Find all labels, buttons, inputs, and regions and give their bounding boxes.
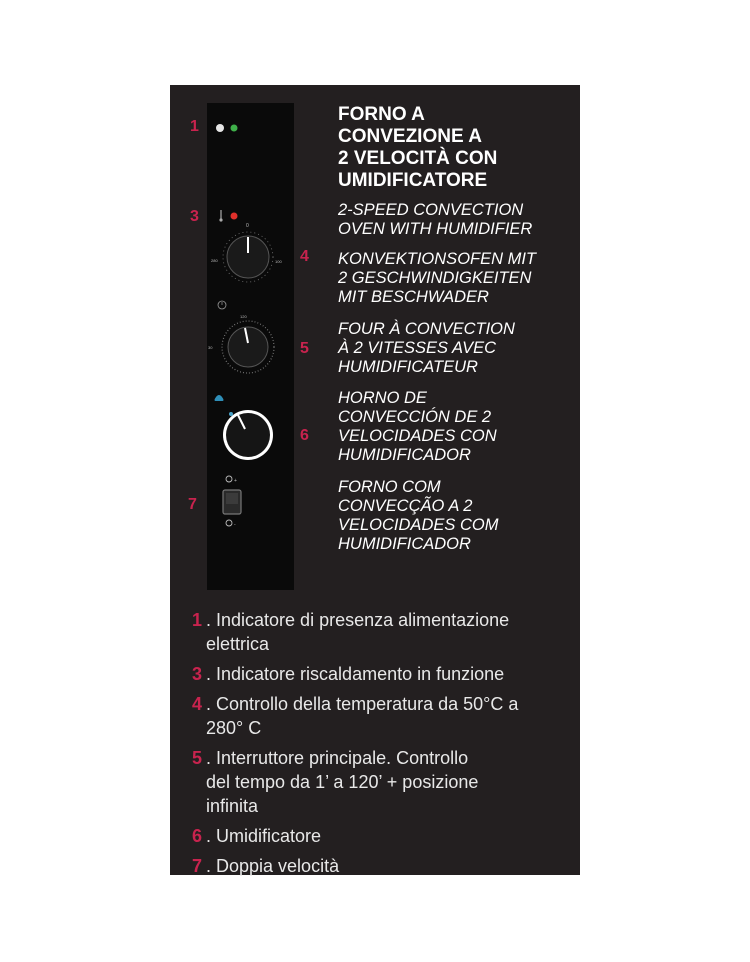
callout-6: 6: [300, 427, 309, 444]
legend-item: 5 . Interruttore principale. Controllo del tempo da 1’ a 120’ + posizione infinita: [192, 748, 479, 816]
svg-text:+: +: [234, 478, 237, 484]
svg-text:0: 0: [246, 223, 249, 229]
legend-item: 7 . Doppia velocità: [192, 856, 340, 876]
control-panel: [207, 103, 294, 590]
power-symbol-icon: [216, 124, 224, 132]
red-indicator-light: [231, 213, 238, 220]
timer-knob: [208, 314, 274, 373]
svg-text:30: 30: [208, 345, 213, 350]
green-indicator-light: [231, 125, 238, 132]
product-title: FORNO A CONVEZIONE A 2 VELOCITÀ CON UMIDIFICATORE: [338, 104, 498, 191]
translation-portuguese: FORNO COM CONVECÇÃO A 2 VELOCIDADES COM HUMIDIFICADOR: [338, 478, 499, 553]
humidifier-icon: [215, 395, 224, 401]
callout-7: 7: [188, 496, 197, 513]
svg-text:280: 280: [211, 258, 218, 263]
fan-high-icon: [226, 476, 232, 482]
legend-item: 3 . Indicatore riscaldamento in funzione: [192, 664, 505, 684]
translation-english: 2-SPEED CONVECTION OVEN WITH HUMIDIFIER: [338, 201, 533, 238]
translation-spanish: HORNO DE CONVECCIÓN DE 2 VELOCIDADES CON HUMIDIFICADOR: [338, 389, 497, 464]
humidifier-knob: [223, 410, 273, 460]
svg-text:-: -: [234, 522, 236, 528]
legend-item: 1 . Indicatore di presenza alimentazione elettrica: [192, 610, 510, 654]
legend-item: 4 . Controllo della temperatura da 50°C a 280° C: [192, 694, 519, 738]
legend-item: 6 . Umidificatore: [192, 826, 322, 846]
control-panel-drawing: [207, 103, 294, 590]
translation-french: FOUR À CONVECTION À 2 VITESSES AVEC HUMIDIFICATEUR: [338, 320, 515, 376]
svg-text:100: 100: [275, 259, 282, 264]
temperature-knob: [211, 223, 282, 282]
callout-4: 4: [300, 248, 309, 265]
callout-5: 5: [300, 340, 309, 357]
fan-low-icon: [226, 520, 232, 526]
callout-1: 1: [190, 118, 199, 135]
svg-text:120: 120: [240, 314, 247, 319]
legend-list: [192, 608, 572, 884]
callout-3: 3: [190, 208, 199, 225]
translation-german: KONVEKTIONSOFEN MIT 2 GESCHWINDIGKEITEN MIT BESCHWADER: [338, 250, 537, 306]
